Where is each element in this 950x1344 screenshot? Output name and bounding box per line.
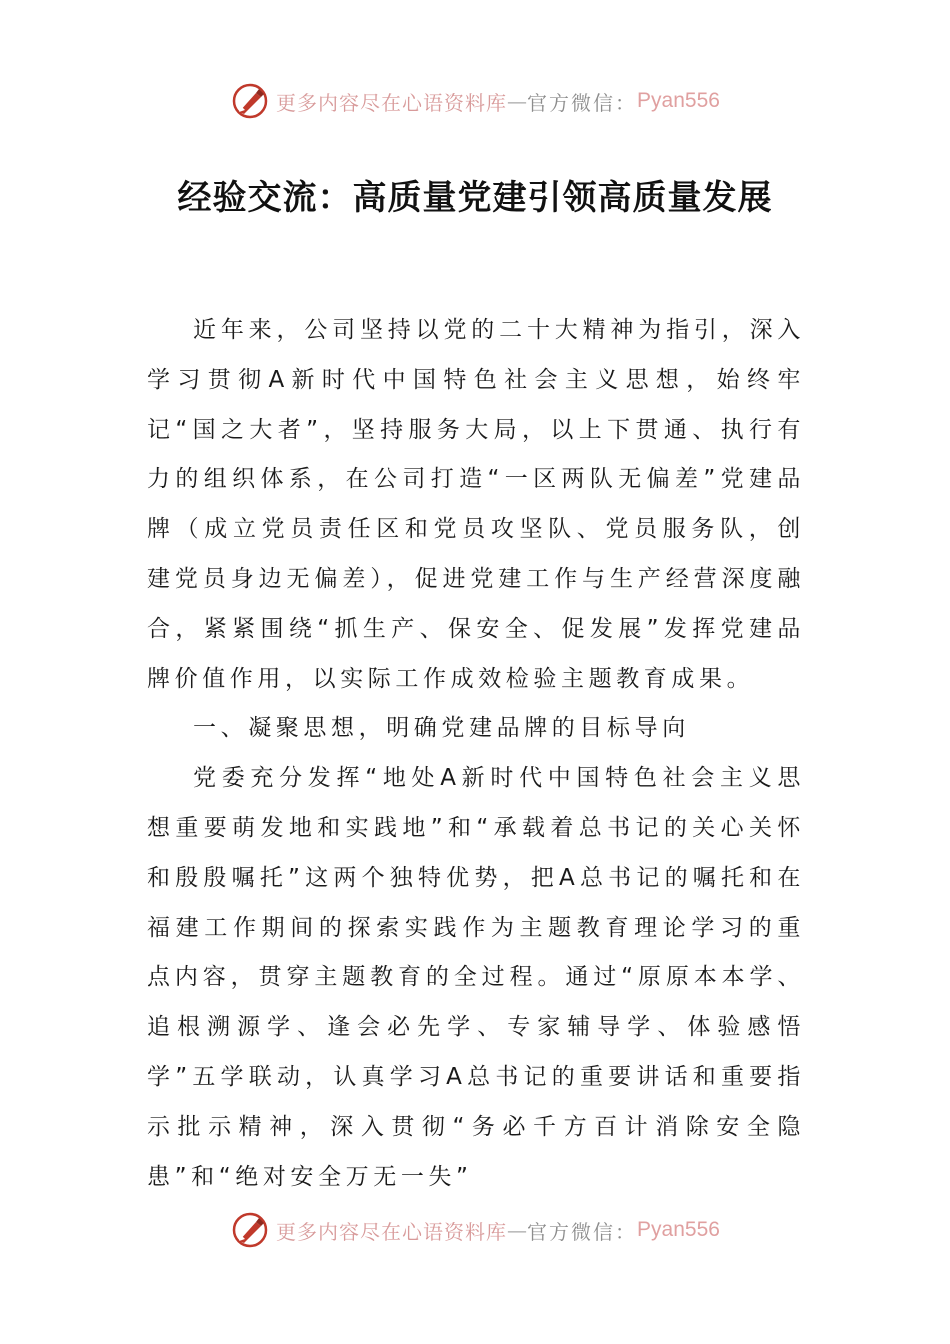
document-body [147,306,805,1202]
paragraph-section-1: 党委充分发挥“地处A新时代中国特色社会主义思想重要萌发地和实践地”和“承载着总书记的关心关怀和殷殷嘱托”这两个独特优势，把A总书记的嘱托和在福建工作期间的探索实践作为主题教育理论学习的重点内容，贯穿主题教育的全过程。通过“原原本本学、追根溯源学、逢会必先学、专家辅导学、体验感悟学”五学联动，认真学习A总书记的重要讲话和重要指示批示精神，深入贯彻“务必千方百计消除安全隐患”和“绝对安全万无一失” [147,765,805,1190]
pen-nib-circle-icon [230,81,270,121]
banner-dash: — [507,1218,528,1242]
header-banner [0,78,950,124]
document-title: 经验交流：高质量党建引领高质量发展 [177,178,773,218]
banner-site-name: 更多内容尽在心语资料库 [276,90,508,115]
section-heading-1: 一、凝聚思想，明确党建品牌的目标导向 [193,715,690,742]
banner-wechat-id: Pyan556 [637,89,720,112]
footer-banner [0,1207,950,1253]
banner-wechat-label: 官方微信： [527,1219,638,1244]
banner-wechat-label: 官方微信： [527,90,638,115]
banner-dash: — [507,89,528,113]
paragraph-intro: 近年来，公司坚持以党的二十大精神为指引，深入学习贯彻A新时代中国特色社会主义思想，始终牢记“国之大者”，坚持服务大局，以上下贯通、执行有力的组织体系，在公司打造“一区两队无偏差”党建品牌（成立党员责任区和党员攻坚队、党员服务队，创建党员身边无偏差），促进党建工作与生产经营深度融合，紧紧围绕“抓生产、保安全、促发展”发挥党建品牌价值作用，以实际工作成效检验主题教育成果。 [147,317,805,692]
banner-site-name: 更多内容尽在心语资料库 [276,1219,508,1244]
pen-nib-circle-icon [230,1210,270,1250]
banner-wechat-id: Pyan556 [637,1218,720,1241]
